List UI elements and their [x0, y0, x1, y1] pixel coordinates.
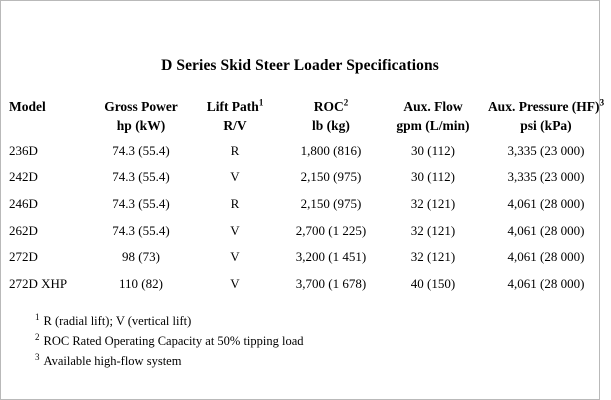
cell-model: 272D: [9, 249, 38, 265]
cell-model: 262D: [9, 222, 38, 238]
footnote-marker: 1: [35, 311, 40, 322]
cell-gross-power: 110 (82): [119, 275, 163, 291]
cell-roc: 2,700 (1 225): [295, 222, 367, 238]
table-row: [1, 137, 611, 164]
cell-aux-pressure: 4,061 (28 000): [507, 222, 585, 238]
cell-aux-pressure: 3,335 (23 000): [507, 169, 585, 185]
cell-gross-power: 74.3 (55.4): [112, 142, 170, 158]
cell-aux-flow: 30 (112): [411, 169, 455, 185]
table-row: [1, 191, 611, 218]
cell-roc: 3,700 (1 678): [295, 275, 367, 291]
table-header-row: [1, 97, 611, 137]
cell-aux-pressure: 4,061 (28 000): [507, 249, 585, 265]
column-header-roc-line2: lb (kg): [312, 118, 350, 134]
footnotes: [35, 311, 599, 372]
cell-aux-flow: 30 (112): [411, 142, 455, 158]
table-row: [1, 217, 611, 244]
footnote-text: Available high-flow system: [43, 354, 182, 369]
cell-lift-path: R: [230, 142, 240, 158]
cell-lift-path: V: [230, 169, 240, 185]
column-header-model: [1, 97, 89, 137]
cell-model: 272D XHP: [9, 275, 68, 291]
cell-roc: 2,150 (975): [300, 169, 362, 185]
cell-model: 246D: [9, 196, 38, 211]
footnote-item: [35, 311, 599, 331]
cell-aux-pressure: 4,061 (28 000): [507, 275, 585, 291]
column-header-lift-path: [193, 97, 277, 137]
cell-gross-power: 74.3 (55.4): [112, 196, 170, 211]
cell-lift-path: V: [230, 222, 240, 238]
column-header-roc: [277, 97, 385, 137]
cell-gross-power: 74.3 (55.4): [112, 169, 170, 185]
column-header-aux-flow-line2: gpm (L/min): [396, 118, 470, 134]
column-header-aux-pressure: [481, 97, 611, 137]
footnote-ref-2: 2: [343, 97, 349, 108]
column-header-aux-flow: [385, 97, 481, 137]
cell-gross-power: 98 (73): [122, 249, 160, 265]
cell-roc: 1,800 (816): [300, 142, 362, 158]
footnote-item: [35, 351, 599, 371]
cell-aux-flow: 40 (150): [410, 275, 456, 291]
cell-aux-flow: 32 (121): [410, 249, 456, 265]
cell-aux-pressure: 4,061 (28 000): [507, 196, 585, 211]
table-row: [1, 270, 611, 297]
table-header: [1, 97, 611, 137]
footnote-item: [35, 331, 599, 351]
cell-lift-path: V: [230, 275, 240, 291]
cell-model: 242D: [9, 169, 38, 185]
footnote-text: R (radial lift); V (vertical lift): [43, 313, 192, 328]
cell-roc: 2,150 (975): [300, 196, 362, 211]
column-header-gross-power-line2: hp (kW): [116, 118, 166, 134]
cell-lift-path: R: [230, 196, 240, 211]
cell-roc: 3,200 (1 451): [295, 249, 367, 265]
column-header-lift-path-line2: R/V: [223, 118, 247, 134]
cell-aux-flow: 32 (121): [410, 222, 456, 238]
page-title: D Series Skid Steer Loader Specifications: [161, 57, 439, 74]
footnote-text: ROC Rated Operating Capacity at 50% tipping load: [43, 334, 304, 349]
cell-aux-flow: 32 (121): [410, 196, 456, 211]
column-header-aux-pressure-line1: Aux. Pressure (HF): [487, 99, 600, 114]
cell-lift-path: V: [230, 249, 240, 265]
table-body: [1, 137, 611, 297]
table-row: [1, 164, 611, 191]
column-header-gross-power: [89, 97, 193, 137]
specifications-table: [1, 97, 611, 297]
footnote-ref-3: 3: [599, 97, 605, 108]
footnote-ref-1: 1: [258, 97, 264, 108]
column-header-roc-line1: ROC: [313, 99, 344, 114]
column-header-aux-flow-line1: Aux. Flow: [403, 99, 463, 114]
cell-aux-pressure: 3,335 (23 000): [507, 142, 585, 158]
footnote-marker: 2: [35, 331, 40, 342]
table-row: [1, 244, 611, 271]
column-header-lift-path-line1: Lift Path: [206, 99, 259, 114]
column-header-aux-pressure-line2: psi (kPa): [520, 118, 572, 134]
cell-gross-power: 74.3 (55.4): [112, 222, 170, 238]
column-header-gross-power-line1: Gross Power: [104, 99, 178, 114]
cell-model: 236D: [9, 142, 38, 158]
column-header-model-line1: Model: [9, 99, 46, 114]
footnote-marker: 3: [35, 352, 40, 363]
